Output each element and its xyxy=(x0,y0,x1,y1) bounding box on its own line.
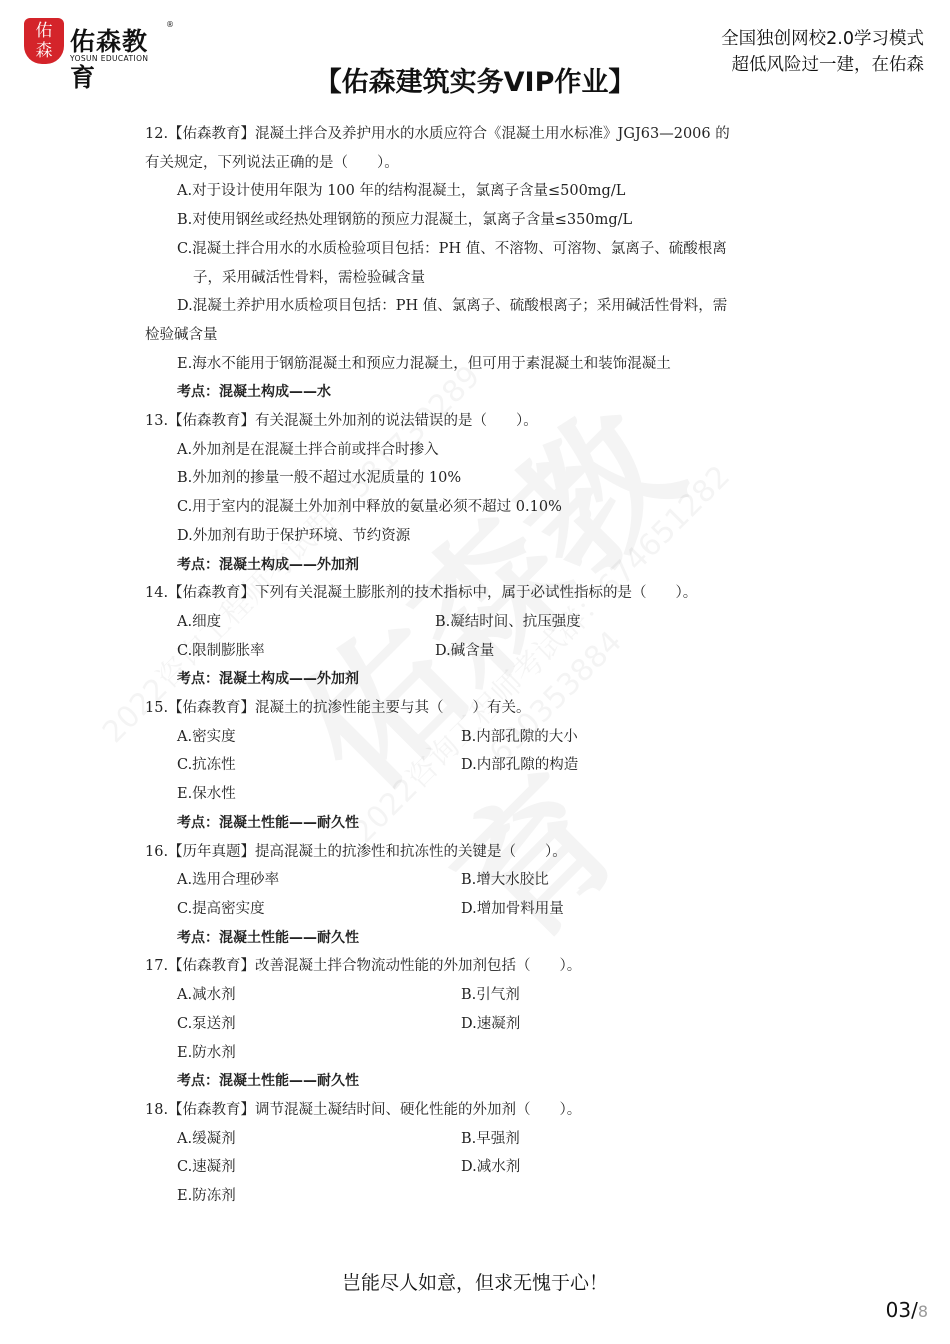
question-stem: 16.【历年真题】提高混凝土的抗渗性和抗冻性的关键是（ ）。 xyxy=(145,843,567,860)
option-a: A.缓凝剂 xyxy=(177,1130,236,1147)
key-point: 考点：混凝土构成——水 xyxy=(177,384,331,401)
option-d: D.增加骨料用量 xyxy=(461,900,564,917)
option-b: B.早强剂 xyxy=(461,1130,520,1147)
brand-logo xyxy=(24,18,174,92)
option-row xyxy=(145,895,810,924)
option-c: C.混凝土拌合用水的水质检验项目包括：PH 值、不溶物、可溶物、氯离子、硫酸根离 xyxy=(177,240,727,257)
option-a: A.密实度 xyxy=(177,728,236,745)
option-d-continued: 检验碱含量 xyxy=(145,326,218,343)
option-d: D.内部孔隙的构造 xyxy=(461,757,579,774)
option-row xyxy=(145,723,810,752)
slogan-line-2: 超低风险过一建，在佑森 xyxy=(731,55,924,75)
question-stem: 14.【佑森教育】下列有关混凝土膨胀剂的技术指标中，属于必试性指标的是（ ）。 xyxy=(145,585,698,602)
option-row xyxy=(145,866,810,895)
option-a: A.细度 xyxy=(177,613,222,630)
option-e: E.防水剂 xyxy=(177,1044,236,1061)
option-a: A.对于设计使用年限为 100 年的结构混凝土，氯离子含量≤500mg/L xyxy=(177,183,626,200)
option-b: B.外加剂的掺量一般不超过水泥质量的 10% xyxy=(177,470,462,487)
slogan-line-1: 全国独创网校2.0学习模式 xyxy=(721,29,924,49)
question-stem: 12.【佑森教育】混凝土拌合及养护用水的水质应符合《混凝土用水标准》JGJ63—2006 的 xyxy=(145,126,730,142)
option-c: C.限制膨胀率 xyxy=(177,642,265,659)
option-c: C.泵送剂 xyxy=(177,1015,236,1032)
option-d: D.混凝土养护用水质检项目包括：PH 值、氯离子、硫酸根离子；采用碱活性骨料，需 xyxy=(177,298,728,315)
option-row xyxy=(145,1125,810,1154)
option-row xyxy=(145,608,810,637)
option-row xyxy=(145,1153,810,1182)
question-12 xyxy=(145,120,810,407)
option-e: E.保水性 xyxy=(177,786,236,803)
question-stem: 17.【佑森教育】改善混凝土拌合物流动性能的外加剂包括（ ）。 xyxy=(145,958,582,975)
option-a: A.外加剂是在混凝土拌合前或拌合时掺入 xyxy=(177,441,439,458)
key-point: 考点：混凝土构成——外加剂 xyxy=(177,556,359,573)
question-16 xyxy=(145,838,810,953)
question-18 xyxy=(145,1096,810,1211)
option-a: A.选用合理砂率 xyxy=(177,872,280,889)
option-row xyxy=(145,981,810,1010)
logo-subtitle: YOSUN EDUCATION xyxy=(70,54,149,63)
question-stem: 18.【佑森教育】调节混凝土凝结时间、硬化性能的外加剂（ ）。 xyxy=(145,1101,582,1118)
option-b: B.对使用钢丝或经热处理钢筋的预应力混凝土，氯离子含量≤350mg/L xyxy=(177,212,633,229)
option-d: D.碱含量 xyxy=(435,642,495,659)
question-17 xyxy=(145,952,810,1096)
page-number: 03/8 xyxy=(885,1298,928,1322)
option-c: C.提高密实度 xyxy=(177,900,265,917)
option-b: B.凝结时间、抗压强度 xyxy=(435,613,581,630)
option-e: E.防冻剂 xyxy=(177,1188,236,1205)
question-14 xyxy=(145,579,810,694)
option-row xyxy=(145,637,810,666)
footer-motto: 岂能尽人如意，但求无愧于心！ xyxy=(341,1272,608,1294)
option-row xyxy=(145,751,810,780)
option-a: A.减水剂 xyxy=(177,987,236,1004)
option-e: E.海水不能用于钢筋混凝土和预应力混凝土，但可用于素混凝土和装饰混凝土 xyxy=(177,355,671,372)
question-stem: 15.【佑森教育】混凝土的抗渗性能主要与其（ ）有关。 xyxy=(145,700,531,717)
question-stem: 13.【佑森教育】有关混凝土外加剂的说法错误的是（ ）。 xyxy=(145,413,538,430)
option-c: C.用于室内的混凝土外加剂中释放的氨量必须不超过 0.10% xyxy=(177,499,562,516)
option-c-continued: 子，采用碱活性骨料，需检验碱含量 xyxy=(193,269,425,286)
option-b: B.引气剂 xyxy=(461,987,520,1004)
document-title: 【佑森建筑实务VIP作业】 xyxy=(314,67,636,98)
question-15 xyxy=(145,694,810,838)
option-b: B.增大水胶比 xyxy=(461,872,549,889)
option-d: D.减水剂 xyxy=(461,1159,521,1176)
option-d: D.外加剂有助于保护环境、节约资源 xyxy=(177,527,411,544)
question-list xyxy=(145,120,810,1211)
registered-mark: ® xyxy=(166,20,174,29)
logo-seal-icon: 佑 森 xyxy=(24,18,64,64)
question-stem-continued: 有关规定，下列说法正确的是（ ）。 xyxy=(145,154,399,171)
key-point: 考点：混凝土性能——耐久性 xyxy=(177,929,359,946)
key-point: 考点：混凝土构成——外加剂 xyxy=(177,671,359,688)
key-point: 考点：混凝土性能——耐久性 xyxy=(177,814,359,831)
option-c: C.速凝剂 xyxy=(177,1159,236,1176)
option-b: B.内部孔隙的大小 xyxy=(461,728,578,745)
key-point: 考点：混凝土性能——耐久性 xyxy=(177,1073,359,1090)
logo-name: 佑森教育 xyxy=(70,27,149,92)
question-13 xyxy=(145,407,810,579)
option-d: D.速凝剂 xyxy=(461,1015,521,1032)
option-c: C.抗冻性 xyxy=(177,757,236,774)
option-row xyxy=(145,1010,810,1039)
